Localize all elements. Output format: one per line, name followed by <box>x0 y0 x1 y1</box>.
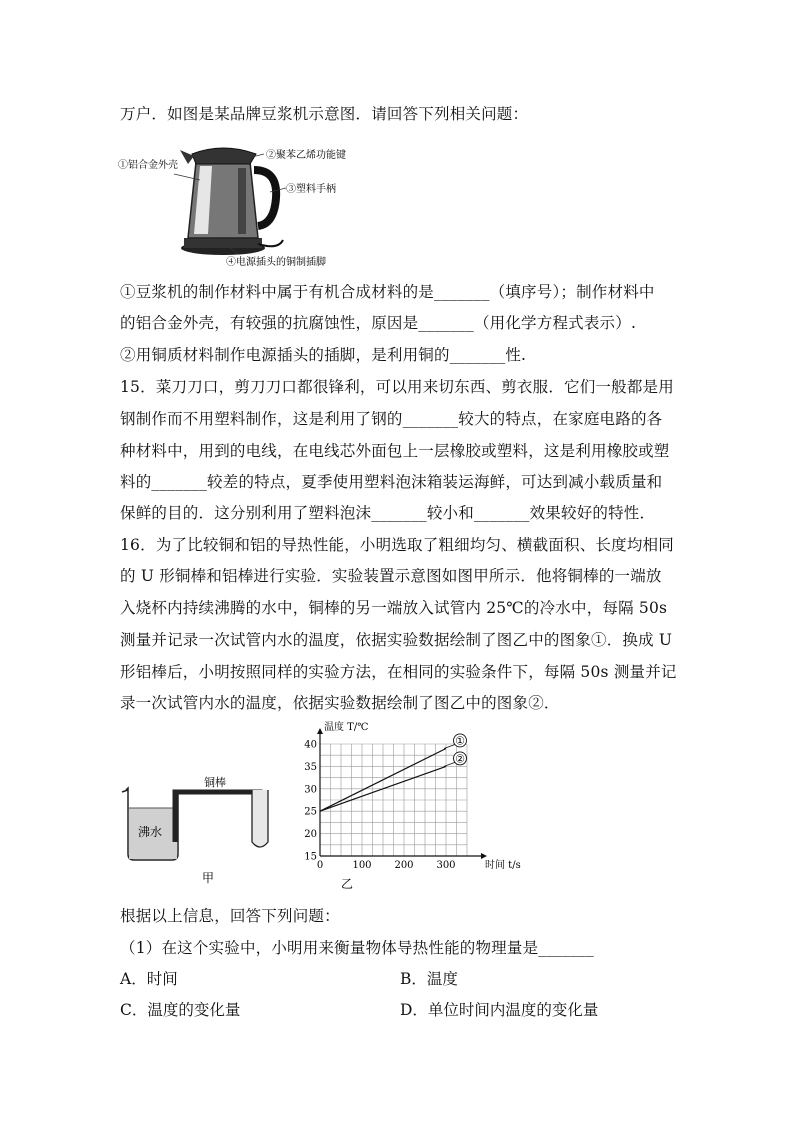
question-1: （1）在这个实验中，小明用来衡量物体导热性能的物理量是_______ <box>120 939 594 957</box>
text-line: 测量并记录一次试管内水的温度，依据实验数据绘制了图乙中的图象①．换成 U <box>120 631 673 649</box>
series-label-1: ① <box>455 734 465 748</box>
figure-caption-jia: 甲 <box>202 871 215 885</box>
y-tick-label: 25 <box>304 806 317 818</box>
text-line: 种材料中，用到的电线，在电线芯外面包上一层橡胶或塑料，这是利用橡胶或塑 <box>120 442 670 460</box>
y-tick-label: 35 <box>304 761 317 773</box>
chart-svg <box>300 718 540 890</box>
figure-caption-yi: 乙 <box>341 877 354 890</box>
label-function-key: ②聚苯乙烯功能键 <box>266 150 346 161</box>
soymilk-machine-figure <box>118 140 358 268</box>
label-alloy-shell: ①铝合金外壳 <box>118 160 178 171</box>
y-tick-label: 20 <box>304 829 317 841</box>
series-leader-1 <box>444 744 455 748</box>
y-tick-label: 40 <box>304 739 317 751</box>
y-tick-label: 30 <box>304 784 317 796</box>
text-line: 16．为了比较铜和铝的导热性能，小明选取了粗细均匀、横截面积、长度均相同 <box>120 536 674 554</box>
option-a[interactable]: A．时间 <box>120 970 178 988</box>
option-d[interactable]: D．单位时间内温度的变化量 <box>400 1001 599 1019</box>
text-line: 钢制作而不用塑料制作，这是利用了钢的_______较大的特点，在家庭电路的各 <box>120 410 663 428</box>
x-axis-label: 时间 t/s <box>485 860 521 871</box>
option-c[interactable]: C．温度的变化量 <box>120 1001 241 1019</box>
x-axis-arrow <box>481 853 487 859</box>
text-line: 根据以上信息，回答下列问题： <box>120 907 340 925</box>
rod-label: 铜棒 <box>204 776 226 789</box>
text-line: 万户．如图是某品牌豆浆机示意图．请回答下列相关问题： <box>120 105 529 123</box>
text-line: ②用铜质材料制作电源插头的插脚，是利用铜的_______性. <box>120 346 527 364</box>
y-axis-arrow <box>317 728 323 734</box>
series-label-2: ② <box>455 752 465 766</box>
apparatus-figure <box>118 770 278 890</box>
text-line: ①豆浆机的制作材料中属于有机合成材料的是_______（填序号）；制作材料中 <box>120 283 655 301</box>
text-line: 料的_______较差的特点，夏季使用塑料泡沫箱装运海鲜，可达到减小载质量和 <box>120 473 663 491</box>
text-line: 保鲜的目的．这分别利用了塑料泡沫_______较小和_______效果较好的特性． <box>120 504 656 522</box>
x-tick-label: 300 <box>436 860 456 871</box>
text-line: 的 U 形铜棒和铝棒进行实验．实验装置示意图如图甲所示．他将铜棒的一端放 <box>120 567 662 585</box>
temperature-chart <box>300 718 540 890</box>
x-tick-label: 100 <box>352 860 372 871</box>
text-line: 15．菜刀刀口，剪刀刀口都很锋利，可以用来切东西、剪衣服．它们一般都是用 <box>120 378 674 396</box>
label-copper-pins: ④电源插头的铜制插脚 <box>226 257 326 268</box>
option-b[interactable]: B．温度 <box>400 970 458 988</box>
water-label: 沸水 <box>138 825 163 839</box>
y-tick-label: 15 <box>304 851 317 863</box>
text-line: 录一次试管内水的温度，依据实验数据绘制了图乙中的图象②． <box>120 694 560 712</box>
series-leader-2 <box>444 762 455 766</box>
label-plastic-handle: ③塑料手柄 <box>286 184 336 195</box>
text-line: 的铝合金外壳，有较强的抗腐蚀性，原因是_______（用化学方程式表示）. <box>120 314 637 332</box>
text-line: 入烧杯内持续沸腾的水中，铜棒的另一端放入试管内 25℃的冷水中，每隔 50s <box>120 599 668 617</box>
x-tick-label: 200 <box>394 860 414 871</box>
x-tick-label: 0 <box>316 860 324 871</box>
y-axis-label: 温度 T/℃ <box>324 722 369 733</box>
text-line: 形铝棒后，小明按照同样的实验方法，在相同的实验条件下，每隔 50s 测量并记 <box>120 663 677 681</box>
